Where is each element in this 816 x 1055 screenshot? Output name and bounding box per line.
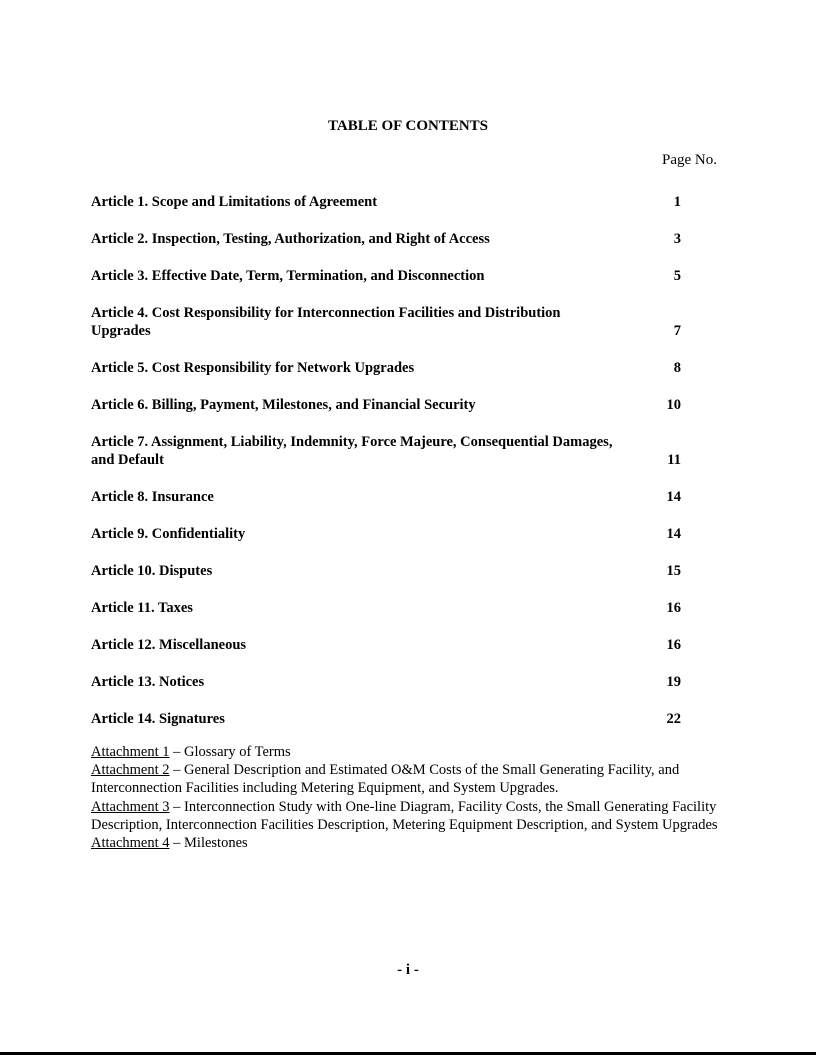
page-no-header: Page No. — [662, 152, 717, 168]
toc-entry-text: Article 10. Disputes — [91, 563, 213, 579]
toc-entry-article-9[interactable] — [91, 525, 711, 543]
toc-entry-page: 22 — [666, 711, 681, 727]
toc-list — [91, 193, 711, 747]
toc-entry-text: Article 2. Inspection, Testing, Authorization, and Right of Access — [91, 231, 490, 247]
toc-entry-text: Article 11. Taxes — [91, 600, 193, 616]
attachment-item — [91, 761, 731, 797]
attachments-list — [91, 743, 731, 852]
toc-entry-page: 14 — [666, 489, 681, 505]
toc-entry-article-12[interactable] — [91, 636, 711, 654]
toc-entry-text: Article 8. Insurance — [91, 489, 214, 505]
toc-entry-article-4[interactable] — [91, 304, 711, 340]
toc-entry-article-2[interactable] — [91, 230, 711, 248]
toc-entry-page: 3 — [673, 231, 681, 247]
attachment-link[interactable]: Attachment 2 — [91, 762, 170, 779]
toc-entry-text: Article 14. Signatures — [91, 711, 225, 727]
toc-entry-page: 8 — [673, 360, 681, 376]
toc-entry-article-14[interactable] — [91, 710, 711, 728]
toc-entry-page: 7 — [673, 323, 681, 339]
toc-entry-text: Article 13. Notices — [91, 674, 205, 690]
attachment-link[interactable]: Attachment 3 — [91, 798, 170, 815]
attachment-description: – General Description and Estimated O&M Costs of the Small Generating Facility, and Interconnection Facilities including Metering Equipment, and System Upgrades. — [91, 762, 680, 797]
attachment-item — [91, 743, 731, 761]
page-footer: - i - — [397, 962, 419, 978]
toc-entry-article-1[interactable] — [91, 193, 711, 211]
toc-entry-page: 16 — [666, 637, 681, 653]
page-title: TABLE OF CONTENTS — [327, 118, 489, 134]
toc-entry-page: 16 — [666, 600, 681, 616]
toc-entry-page: 10 — [666, 397, 681, 413]
toc-entry-page: 5 — [673, 268, 681, 284]
toc-entry-page: 1 — [673, 194, 681, 210]
toc-entry-page: 14 — [666, 526, 681, 542]
toc-entry-text: Article 9. Confidentiality — [91, 526, 246, 542]
attachment-description: – Glossary of Terms — [169, 744, 291, 760]
toc-entry-article-5[interactable] — [91, 359, 711, 377]
toc-entry-page: 11 — [667, 452, 681, 468]
toc-entry-text: Article 7. Assignment, Liability, Indemnity, Force Majeure, Consequential Damages, and Default — [91, 434, 613, 468]
attachment-link[interactable]: Attachment 1 — [91, 744, 170, 760]
toc-entry-text: Article 5. Cost Responsibility for Network Upgrades — [91, 360, 415, 376]
toc-entry-article-13[interactable] — [91, 673, 711, 691]
toc-entry-article-10[interactable] — [91, 562, 711, 580]
toc-entry-text: Article 12. Miscellaneous — [91, 637, 247, 653]
toc-entry-text: Article 6. Billing, Payment, Milestones, and Financial Security — [91, 397, 476, 413]
toc-entry-article-3[interactable] — [91, 267, 711, 285]
toc-entry-text: Article 3. Effective Date, Term, Termination, and Disconnection — [91, 268, 485, 284]
toc-entry-text: Article 4. Cost Responsibility for Interconnection Facilities and Distribution Upgrades — [91, 305, 561, 339]
attachment-item — [91, 798, 731, 834]
toc-entry-article-7[interactable] — [91, 433, 711, 469]
toc-entry-page: 15 — [666, 563, 681, 579]
attachment-item — [91, 834, 731, 852]
toc-entry-article-11[interactable] — [91, 599, 711, 617]
toc-entry-article-8[interactable] — [91, 488, 711, 506]
attachment-description: – Interconnection Study with One-line Diagram, Facility Costs, the Small Generating Facility Description, Interconnection Facilities Description, Metering Equipment Description, and System Upgrades — [91, 798, 718, 833]
attachment-link[interactable]: Attachment 4 — [91, 835, 170, 852]
toc-entry-article-6[interactable] — [91, 396, 711, 414]
toc-entry-page: 19 — [666, 674, 681, 690]
attachment-description: – Milestones — [169, 835, 248, 852]
toc-entry-text: Article 1. Scope and Limitations of Agreement — [91, 194, 378, 210]
